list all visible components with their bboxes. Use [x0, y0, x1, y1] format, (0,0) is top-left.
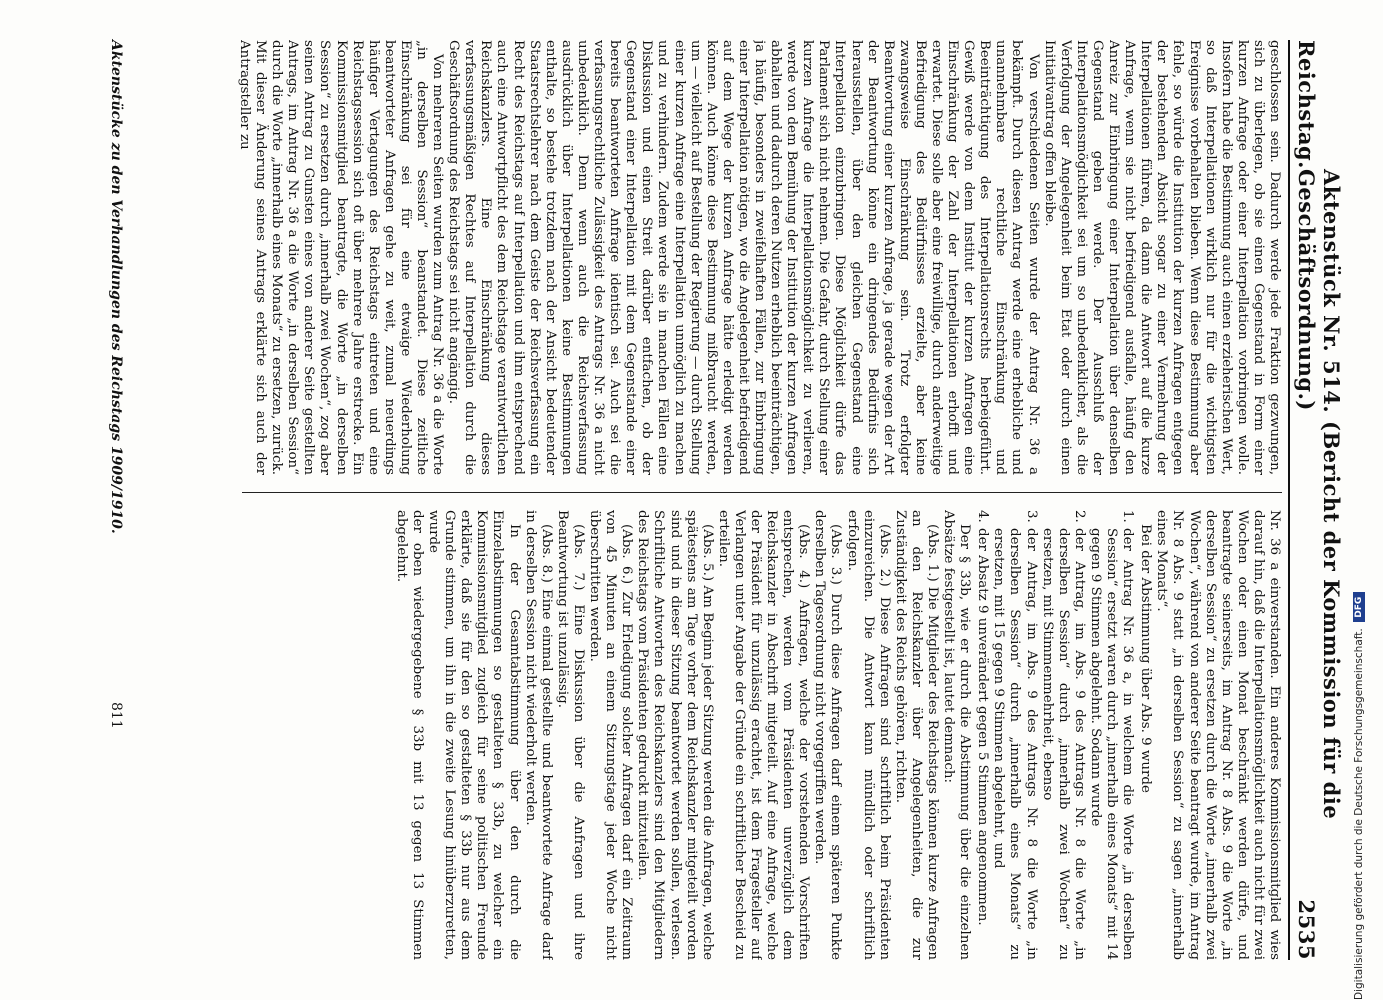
paragraph: In der Gesamtabstimmung über den durch die Einzelabstimmungen so gestalteten § 33b, zu welcher ein Kommissionsmitglied zugleich für seine politischen Freunde erklärte, daß sie für den so gestalteten § 33b nur aus dem Grunde stimmen, um ihn in die zweite Lesung hinüberzuretten, wurde: [426, 510, 522, 960]
paragraph: der oben wiedergegebene § 33b mit 13 gegen 13 Stimmen abgelehnt.: [393, 510, 426, 960]
section-paragraph: (Abs. 4.) Anfragen, welche der vorstehenden Vorschriften entsprechen, werden vom Präsidenten unverzüglich dem Reichskanzler in Abschrift mitgeteilt. Auf eine Anfrage, welche der Präsident für unzulässig erachtet, ist dem Fragesteller auf Verlangen unter Angabe der Gründe ein schriftlicher Bescheid zu erteilen.: [715, 510, 812, 960]
digitization-credit: [1349, 0, 1369, 1000]
section-paragraph: (Abs. 6.) Zur Erledigung solcher Anfragen darf ein Zeitraum von 45 Minuten an einem Sitzungstage jeder Woche nicht überschritten werden.: [587, 510, 635, 960]
paragraph: Von verschiedenen Seiten wurde der Antrag Nr. 36 a bekämpft. Durch diesen Antrag werde eine erhebliche und unannehmbare rechtliche Einschränkung und Beeinträchtigung des Interpellationsrechts herbeigeführt. Gewiß werde von dem Institut der kurzen Anfragen eine Einschränkung der Zahl der Interpellationen erhofft und erwartet. Diese solle aber eine freiwillige, durch anderweitige Befriedigung des Bedürfnisses erzielte, aber keine zwangsweise Einschränkung sein. Trotz erfolgter Beantwortung einer kurzen Anfrage, ja gerade wegen der Art der Beantwortung könne ein dringendes Bedürfnis sich herausstellen, über den gleichen Gegenstand eine Interpellation einzubringen. Diese Möglichkeit dürfe das Parlament sich nicht nehmen. Die Gefahr, durch Stellung einer kurzen Anfrage die Interpellationsmöglichkeit zu verlieren, werde von dem Bemühung der Institution der kurzen Anfragen abhalten und dadurch deren Nutzen erheblich beeinträchtigen, ja häufig, besonders in zweifelhaften Fällen, zur Einbringung einer Interpellation nötigen, wo die Angelegenheit befriedigend auf dem Wege der kurzen Anfrage hätte erledigt werden können. Auch könne diese Bestimmung mißbraucht werden, um — vielleicht auf Bestellung der Regierung — durch Stellung einer kurzen Anfrage eine Interpellation unmöglich zu machen und zu verhindern. Zudem werde sie in manchen Fällen eine Diskussion und einen Streit darüber entfachen, ob der Gegenstand einer Interpellation mit dem Gegenstande einer bereits beantworteten Anfrage identisch sei. Auch sei die verfassungsrechtliche Zulässigkeit des Antrags Nr. 36 a nicht unbedenklich. Denn wenn auch die Reichsverfassung ausdrücklich über Interpellationen keine Bestimmungen enthalte, so bestehe trotzdem nach der Ansicht bedeutender Staatsrechtslehrer nach dem Geiste der Reichsverfassung ein Recht des Reichstags auf Interpellation und ihm entsprechend auch eine Antwortpflicht des dem Reichstage verantwortlichen Reichskanzlers. Eine Einschränkung dieses verfassungsmäßigen Rechtes auf Interpellation durch die Geschäftsordnung des Reichstags sei nicht angängig.: [446, 40, 1041, 475]
column-divider: [242, 492, 1282, 493]
list-item: [1087, 510, 1135, 960]
section-paragraph: (Abs. 1.) Die Mitglieder des Reichstags können kurze Anfragen an den Reichskanzler über Angelegenheiten, die zur Zuständigkeit des Reichs gehören, richten.: [892, 510, 941, 960]
list-text: der Antrag, im Abs. 9 des Antrags Nr. 8 die Worte „in derselben Session“ durch „innerhalb zwei Wochen“ zu ersetzen, mit Stimmenmehrheit, ebenso: [1039, 528, 1087, 960]
list-item: [1039, 510, 1087, 960]
right-column: [132, 510, 1282, 960]
list-number: 4.: [975, 510, 991, 523]
page-body: [132, 40, 1282, 960]
paragraph: Nr. 36 a einverstanden. Ein anderes Kommissionsmitglied wies darauf hin, daß die Interpellationsmöglichkeit auch nicht für zwei Wochen oder einen Monat beschränkt werden dürfe, und beantragte seinerseits, im Antrag Nr. 8 Abs. 9 die Worte „in derselben Session“ zu ersetzen durch die Worte „innerhalb zwei Wochen“, während von anderer Seite beantragt wurde, im Antrag Nr. 8 Abs. 9 statt „in derselben Session“ zu sagen „innerhalb eines Monats“.: [1154, 510, 1282, 960]
credit-text: Digitalisierung gefördert durch die Deutsche Forschungsgemeinschaft.: [1353, 628, 1365, 1000]
paragraph: geschlossen sein. Dadurch werde jede Fraktion gezwungen, sich zu überlegen, ob sie einen Gegenstand in Form einer kurzen Anfrage oder einer Interpellation vorbringen wolle. Insofern habe die Bestimmung auch einen erzieherischen Wert, so daß Interpellationen wirklich nur für die wichtigsten Ereignisse vorbehalten blieben. Wenn diese Bestimmung aber fehle, so würde die Institution der kurzen Anfragen entgegen der bestehenden Absicht sogar zu einer Vermehrung der Interpellationen führen, da dann die Antwort auf die kurze Anfrage, wenn sie nicht befriedigend ausfalle, häufig den Anreiz zur Einbringung einer Interpellation über denselben Gegenstand geben werde. Der Ausschluß der Interpellationsmöglichkeit sei um so unbedenklicher, als die Verfolgung der Angelegenheit beim Etat oder durch einen Initiativantrag offen bleibe.: [1041, 40, 1282, 475]
header-left: Reichstag.: [1294, 40, 1319, 169]
section-paragraph: (Abs. 2.) Diese Anfragen sind schriftlich beim Präsidenten einzureichen. Die Antwort kann mündlich oder schriftlich erfolgen.: [844, 510, 892, 960]
dfg-logo: DFG: [1353, 592, 1365, 622]
paragraph: Der § 33b, wie er durch die Abstimmung über die einzelnen Absätze festgestellt ist, lautet demnach:: [941, 510, 973, 960]
footer-title: Aktenstücke zu den Verhandlungen des Reichstags 1909/1910.: [108, 40, 124, 534]
list-item: [990, 510, 1038, 960]
vote-list: [974, 510, 1135, 960]
list-text: der Absatz 9 unverändert gegen 5 Stimmen angenommen.: [975, 528, 991, 926]
paragraph: Von mehreren Seiten wurden zum Antrag Nr. 36 a die Worte „in derselben Session“ beanstandet. Diese zeitliche Einschränkung sei für eine etwaige Wiederholung beantworteter Anfragen gehe zu weit, zumal neuerdings häufiger Vertagungen des Reichstags eintreten und eine Reichstagssession sich oft über mehrere Jahre erstrecke. Ein Kommissionsmitglied beantragte, die Worte „in derselben Session“ zu ersetzen durch „innerhalb zwei Wochen“, zog aber seinen Antrag zu Gunsten eines von anderer Seite gestellten Antrags, im Antrag Nr. 36 a die Worte „in derselben Session“ durch die Worte „innerhalb eines Monats“ zu ersetzen, zurück. Mit dieser Änderung seines Antrags erklärte sich auch der Antragsteller zu: [237, 40, 446, 475]
list-number: 1.: [1120, 510, 1136, 523]
list-number: 2.: [1071, 510, 1087, 523]
section-paragraph: (Abs. 5.) Am Beginn jeder Sitzung werden die Anfragen, welche spätestens am Tage vorher dem Reichskanzler mitgeteilt worden sind und in dieser Sitzung beantwortet werden sollen, verlesen. Schriftliche Antworten des Reichskanzlers sind den Mitgliedern des Reichstags vom Präsidenten gedruckt mitzuteilen.: [635, 510, 715, 960]
section-paragraph: (Abs. 7.) Eine Diskussion über die Anfragen und ihre Beantwortung ist unzulässig.: [554, 510, 586, 960]
list-text: der Antrag, im Abs. 9 des Antrags Nr. 8 die Worte „in derselben Session“ durch „innerhalb eines Monats“ zu ersetzen, mit 15 gegen 9 Stimmen abgelehnt, und: [991, 528, 1039, 960]
header-title: Aktenstück Nr. 514. (Bericht der Kommission für die Geschäftsordnung.): [1294, 168, 1344, 820]
list-number: 3.: [1023, 510, 1039, 523]
paragraph: Bei der Abstimmung über Abs. 9 wurde: [1138, 524, 1154, 793]
rotated-page-content: [72, 40, 1344, 960]
list-item: [974, 510, 990, 960]
page-header: [1288, 40, 1344, 960]
section-paragraph: (Abs. 3.) Durch diese Anfragen darf einem späteren Punkte derselben Tagesordnung nicht vorgegriffen werden.: [812, 510, 844, 960]
list-text: der Antrag Nr. 36 a, in welchem die Worte „in derselben Session“ ersetzt waren durch „innerhalb eines Monats“ mit 14 gegen 9 Stimmen abgelehnt. Sodann wurde: [1087, 528, 1136, 960]
page-footer: [92, 40, 132, 960]
page-number: 2535: [1294, 899, 1319, 960]
section-paragraph: (Abs. 8.) Eine einmal gestellte und beantwortete Anfrage darf in derselben Session nicht wiederholt werden.: [522, 510, 554, 960]
footer-number: 811: [108, 702, 124, 729]
left-column: [132, 40, 1282, 475]
